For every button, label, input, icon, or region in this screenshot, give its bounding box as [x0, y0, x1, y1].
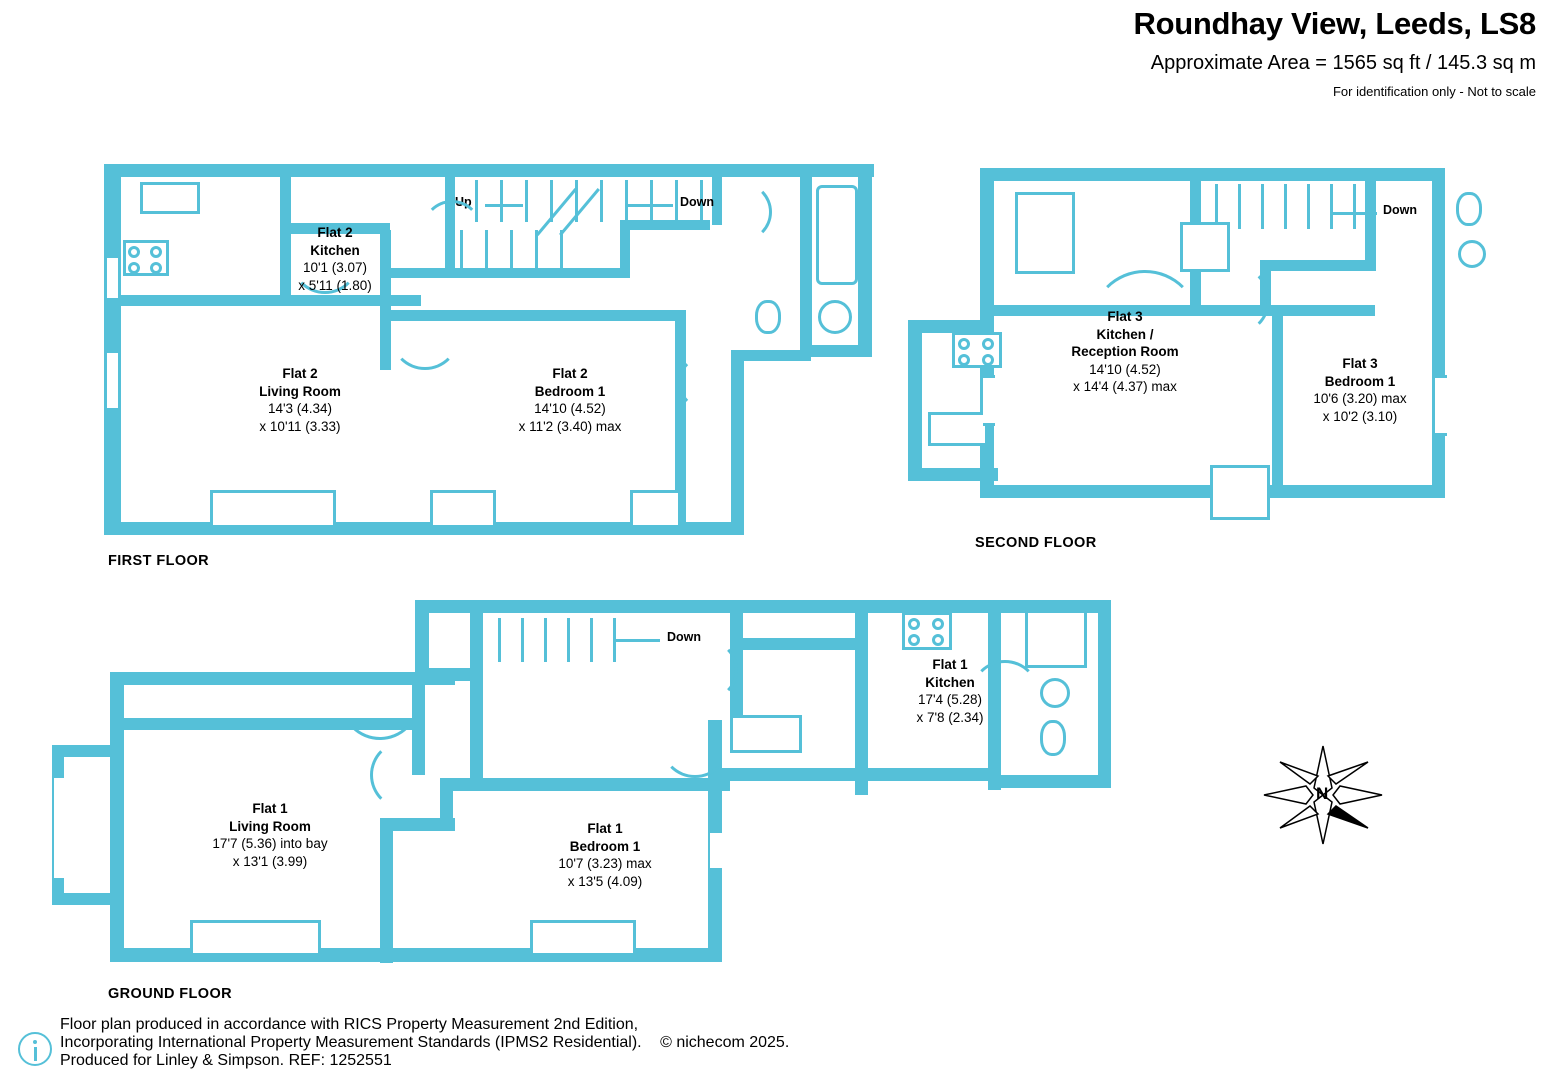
shower-icon: [1210, 465, 1270, 520]
hob-burner-icon: [128, 246, 140, 258]
arrow-up: [485, 204, 523, 207]
room-dim: 17'7 (5.36) into bay: [212, 836, 328, 851]
room-dim: x 11'2 (3.40) max: [518, 418, 622, 434]
wall: [731, 350, 811, 361]
stair-tread: [560, 230, 563, 272]
stair-diagonal: [559, 188, 600, 236]
wall: [620, 220, 630, 278]
stair-tread: [498, 618, 501, 662]
stair-tread: [600, 180, 603, 222]
room-label-flat1-kitchen: [850, 656, 1050, 726]
room-label-flat3-bed1: [1235, 355, 1485, 425]
footer-line-2-text: Incorporating International Property Measurement Standards (IPMS2 Residential).: [60, 1034, 642, 1051]
stair-tread: [510, 230, 513, 272]
info-icon: [18, 1032, 52, 1066]
window: [190, 920, 321, 953]
stair-tread: [521, 618, 524, 662]
toilet-icon: [1456, 192, 1482, 226]
stair-tread: [544, 618, 547, 662]
stair-tread: [525, 180, 528, 222]
window: [107, 255, 118, 301]
room-label-flat2-kitchen: [240, 224, 430, 294]
storage-cupboard-icon: [1015, 192, 1075, 274]
room-name: Flat 3: [1342, 356, 1378, 371]
room-name: Flat 3: [1107, 309, 1143, 324]
sink-icon: [928, 412, 988, 446]
arrow-down: [628, 204, 673, 207]
room-dim: x 13'5 (4.09): [567, 873, 643, 889]
hob-burner-icon: [908, 618, 920, 630]
room-dim: x 10'11 (3.33): [259, 418, 341, 434]
second-floor-plan: [900, 160, 1460, 540]
window: [107, 350, 118, 411]
window: [54, 775, 64, 881]
door-arc: [660, 708, 730, 778]
room-name: Flat 2: [282, 366, 318, 381]
door-arc: [678, 640, 738, 700]
room-label-flat3-kitchen: [1000, 308, 1250, 396]
door-arc: [340, 660, 420, 740]
bathtub-icon: [816, 185, 858, 285]
room-name: Flat 1: [587, 821, 623, 836]
footer: [60, 1016, 789, 1070]
floor-name-first: FIRST FLOOR: [108, 553, 210, 569]
room-name: Bedroom 1: [1324, 373, 1396, 389]
room-name: Reception Room: [1071, 344, 1179, 359]
stair-diagonal: [536, 188, 577, 236]
compass-north-label: N: [1316, 784, 1329, 803]
wall: [908, 320, 922, 480]
stair-tread: [1353, 184, 1356, 229]
wall: [121, 295, 421, 306]
room-name: Kitchen /: [1096, 326, 1154, 342]
approximate-area: Approximate Area = 1565 sq ft / 145.3 sq m: [1150, 52, 1536, 74]
room-dim: 14'10 (4.52): [1089, 361, 1161, 377]
door-arc: [422, 200, 482, 260]
room-label-flat2-living: [170, 365, 430, 435]
hob-burner-icon: [908, 634, 920, 646]
toilet-icon: [755, 300, 781, 334]
room-label-flat1-living: [145, 800, 395, 870]
compass: [1258, 740, 1388, 850]
copyright: © nichecom 2025.: [660, 1034, 790, 1051]
wall: [110, 672, 124, 962]
hob-burner-icon: [150, 262, 162, 274]
wall: [470, 604, 483, 784]
stair-tread: [675, 180, 678, 222]
identification-note: For identification only - Not to scale: [1332, 84, 1536, 99]
room-name: Flat 1: [252, 801, 288, 816]
room-name: Flat 2: [317, 225, 353, 240]
stair-direction-down: Down: [1383, 203, 1418, 217]
room-label-flat2-bed1: [440, 365, 700, 435]
wall: [988, 775, 1111, 788]
stair-tread: [567, 618, 570, 662]
wall: [743, 638, 863, 650]
hob-burner-icon: [128, 262, 140, 274]
stair-tread: [1238, 184, 1241, 229]
window: [983, 375, 995, 426]
window: [210, 490, 336, 525]
wall: [731, 360, 744, 535]
stair-tread: [625, 180, 628, 222]
wall: [630, 220, 710, 230]
stair-direction-down: Down: [667, 630, 702, 644]
room-dim: x 10'2 (3.10): [1322, 408, 1398, 424]
wall: [908, 468, 998, 481]
room-name: Living Room: [229, 818, 311, 834]
room-name: Kitchen: [310, 242, 360, 258]
arrow-down: [1332, 212, 1377, 215]
basin-icon: [1458, 240, 1486, 268]
room-dim: x 13'1 (3.99): [232, 853, 308, 869]
ground-floor-plan: [40, 590, 1110, 990]
hob-burner-icon: [932, 634, 944, 646]
stair-tread: [590, 618, 593, 662]
wall: [720, 768, 990, 781]
wall: [800, 177, 812, 357]
stair-tread: [650, 180, 653, 222]
hob-burner-icon: [982, 354, 994, 366]
arrow-down: [613, 639, 660, 642]
room-name: Bedroom 1: [534, 383, 606, 399]
hob-burner-icon: [958, 354, 970, 366]
room-dim: 10'7 (3.23) max: [558, 856, 652, 871]
page-title: Roundhay View, Leeds, LS8: [1133, 6, 1536, 41]
floor-name-second: SECOND FLOOR: [975, 535, 1097, 551]
footer-line-2: [60, 1034, 789, 1052]
room-dim: 10'1 (3.07): [302, 260, 368, 275]
door-arc: [712, 182, 772, 242]
door-arc: [390, 300, 460, 370]
sink-icon: [730, 715, 802, 753]
window: [630, 490, 681, 525]
room-dim: 10'6 (3.20) max: [1313, 391, 1407, 406]
footer-line-1: Floor plan produced in accordance with RICS Property Measurement 2nd Edition,: [60, 1016, 639, 1033]
stair-tread: [535, 230, 538, 272]
wall-bay: [52, 893, 112, 905]
room-dim: 17'4 (5.28): [917, 692, 983, 707]
wall: [440, 778, 730, 791]
stair-tread: [485, 230, 488, 272]
wall: [104, 164, 874, 177]
room-name: Flat 1: [932, 657, 968, 672]
room-dim: x 14'4 (4.37) max: [1073, 379, 1177, 394]
room-name: Living Room: [259, 383, 341, 399]
hob-burner-icon: [932, 618, 944, 630]
room-name: Flat 2: [552, 366, 588, 381]
room-dim: x 7'8 (2.34): [916, 709, 984, 725]
wall: [1432, 168, 1445, 498]
stair-direction-up: Up: [455, 195, 472, 209]
floor-name-ground: GROUND FLOOR: [108, 986, 233, 1002]
room-dim: 14'10 (4.52): [534, 401, 606, 416]
hob-burner-icon: [958, 338, 970, 350]
window: [430, 490, 496, 525]
sink-icon: [140, 182, 200, 214]
stair-tread: [1330, 184, 1333, 229]
room-name: Kitchen: [925, 674, 975, 690]
wall: [980, 168, 1445, 181]
stair-tread: [500, 180, 503, 222]
room-name: Bedroom 1: [569, 838, 641, 854]
hob-burner-icon: [150, 246, 162, 258]
hob-burner-icon: [982, 338, 994, 350]
storage-cupboard-icon: [1180, 222, 1230, 272]
first-floor-plan: [100, 160, 880, 560]
footer-line-3: Produced for Linley & Simpson. REF: 1252551: [60, 1052, 392, 1069]
stair-tread: [1307, 184, 1310, 229]
room-dim: x 5'11 (1.80): [298, 277, 372, 293]
stair-direction-down: Down: [680, 195, 715, 209]
header: [1134, 4, 1537, 102]
stair-tread: [1284, 184, 1287, 229]
wall: [1098, 600, 1111, 775]
room-label-flat1-bed1: [490, 820, 720, 890]
basin-icon: [818, 300, 852, 334]
stair-tread: [1261, 184, 1264, 229]
window: [530, 920, 636, 953]
wall: [858, 177, 872, 357]
wall: [1260, 260, 1370, 271]
wall: [1365, 181, 1376, 271]
room-dim: 14'3 (4.34): [267, 401, 333, 416]
